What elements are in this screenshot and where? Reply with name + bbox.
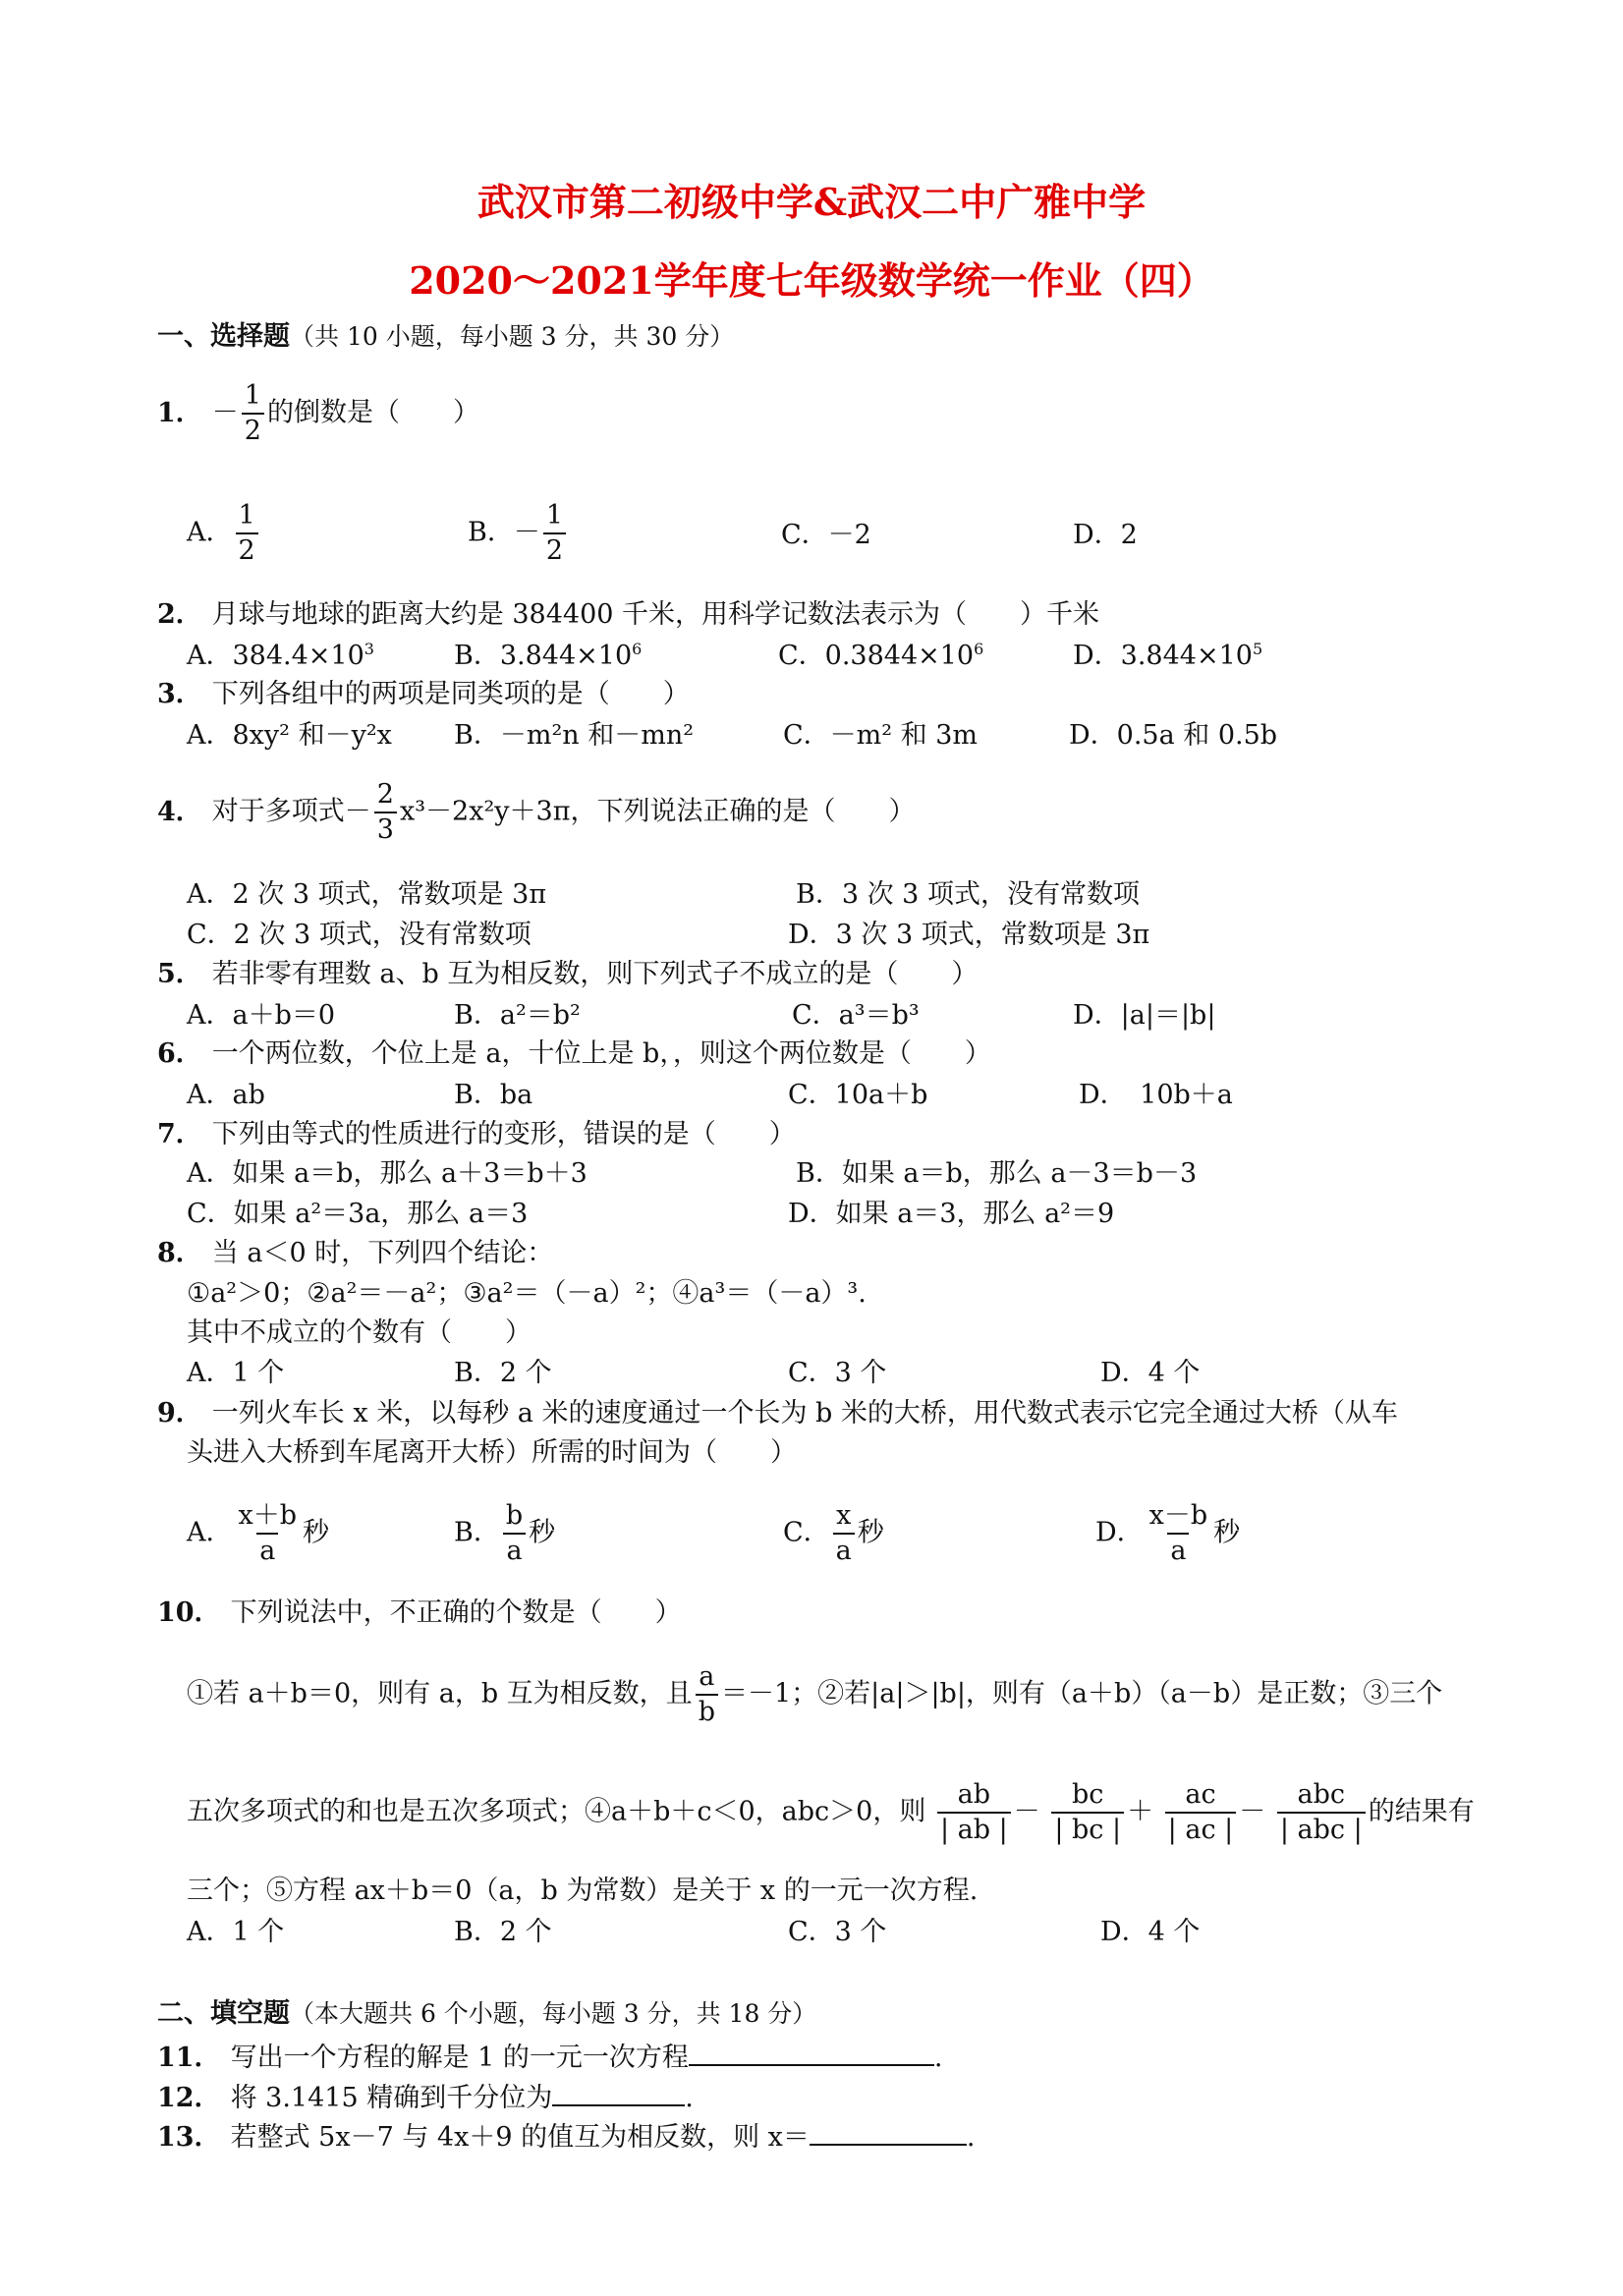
question-3: 3． 下列各组中的两项是同类项的是（ ）: [157, 679, 690, 709]
q8-prompt: 其中不成立的个数有（ ）: [187, 1317, 532, 1348]
q4-option-a: A．2 次 3 项式，常数项是 3π: [187, 879, 547, 910]
q3-option-a: A．8xy² 和－y²x: [187, 720, 392, 751]
q8-option-b: B．2 个: [454, 1358, 552, 1388]
q8-option-a: A．1 个: [187, 1358, 285, 1388]
q2-option-c: C．$0.3844\times 10^6$: [778, 640, 984, 671]
q6-option-d: D． 10b＋a: [1079, 1080, 1233, 1110]
q10-line-1: ①若 a＋b＝0，则有 a，b 互为相反数，且 $\frac{a}{b}$ ＝－1；②若|a|＞|b|，则有（a＋b）（a－b）是正数；③三个: [187, 1661, 1443, 1727]
q5-option-c: C．a³＝b³: [792, 1000, 920, 1031]
q7-option-a: A．如果 a＝b，那么 a＋3＝b＋3: [187, 1158, 588, 1189]
q7-option-d: D．如果 a＝3，那么 a²＝9: [788, 1199, 1115, 1229]
section-heading-choice: 一、选择题（共 10 小题，每小题 3 分，共 30 分）: [157, 321, 735, 352]
q11-answer-blank[interactable]: [689, 2039, 934, 2066]
q1-option-a: A． $\frac{1}{2}$: [187, 499, 261, 568]
q3-option-c: C．－m² 和 3m: [783, 720, 979, 751]
q2-option-d: D．$3.844\times 10^5$: [1073, 640, 1263, 671]
question-5: 5． 若非零有理数 a、b 互为相反数，则下列式子不成立的是（ ）: [157, 959, 979, 989]
q2-option-b: B．$3.844\times 10^6$: [454, 640, 643, 671]
q1-option-b: B．－ $\frac{1}{2}$: [468, 499, 569, 568]
question-12: 12． 将 3.1415 精确到千分位为 .: [157, 2079, 694, 2115]
q12-answer-blank[interactable]: [552, 2079, 685, 2106]
q5-option-a: A．a＋b＝0: [187, 1000, 336, 1031]
question-13: 13． 若整式 5x－7 与 4x＋9 的值互为相反数，则 x＝ .: [157, 2118, 975, 2155]
q6-option-a: A．ab: [187, 1080, 265, 1110]
q7-option-b: B．如果 a＝b，那么 a－3＝b－3: [796, 1158, 1198, 1189]
question-1: 1． － $\frac{1}{2}$ 的倒数是（ ）: [157, 380, 479, 446]
q8-option-c: C．3 个: [788, 1358, 887, 1388]
q9-option-d: D． $\frac{x-b}{a}$ 秒: [1095, 1500, 1241, 1566]
q10-option-c: C．3 个: [788, 1917, 887, 1947]
q4-option-b: B．3 次 3 项式，没有常数项: [796, 879, 1140, 910]
q9-option-c: C． $\frac{x}{a}$ 秒: [783, 1500, 884, 1566]
doc-title-line2: 2020～2021学年度七年级数学统一作业（四）: [409, 258, 1214, 303]
question-4: 4． 对于多项式－ $\frac{2}{3}$ x³－2x²y＋3π，下列说法正确的是（ ）: [157, 779, 916, 845]
q7-option-c: C．如果 a²＝3a，那么 a＝3: [187, 1199, 529, 1229]
q6-option-b: B．ba: [454, 1080, 533, 1110]
q3-option-b: B．－m²n 和－mn²: [454, 720, 695, 751]
question-2: 2． 月球与地球的距离大约是 384400 千米，用科学记数法表示为（ ）千米: [157, 599, 1100, 630]
question-6: 6． 一个两位数，个位上是 a，十位上是 b，，则这个两位数是（ ）: [157, 1038, 991, 1069]
q10-option-a: A．1 个: [187, 1917, 285, 1947]
question-7: 7． 下列由等式的性质进行的变形，错误的是（ ）: [157, 1119, 796, 1149]
q4-option-d: D．3 次 3 项式，常数项是 3π: [788, 920, 1150, 950]
q10-option-b: B．2 个: [454, 1917, 552, 1947]
q5-option-b: B．a²＝b²: [454, 1000, 581, 1031]
doc-title-line1: 武汉市第二初级中学&武汉二中广雅中学: [476, 180, 1147, 224]
question-9: 9． 一列火车长 x 米，以每秒 a 米的速度通过一个长为 b 米的大桥，用代数式表示它完全通过大桥（从车: [157, 1398, 1398, 1428]
q13-answer-blank[interactable]: [810, 2118, 967, 2146]
question-11: 11． 写出一个方程的解是 1 的一元一次方程 .: [157, 2039, 943, 2075]
question-8: 8． 当 a＜0 时，下列四个结论：: [157, 1238, 554, 1268]
q1-option-c: C．－2: [781, 520, 871, 550]
q10-line-3: 三个；⑤方程 ax＋b＝0（a，b 为常数）是关于 x 的一元一次方程.: [187, 1876, 979, 1906]
q8-statements: ①a²＞0；②a²＝－a²；③a²＝（－a）²；④a³＝（－a）³.: [187, 1278, 867, 1309]
q9-option-a: A． $\frac{x+b}{a}$ 秒: [187, 1500, 330, 1566]
q10-line-2: 五次多项式的和也是五次多项式；④a＋b＋c＜0，abc＞0，则 $\frac{ab}{| ab |}$ － $\frac{bc}{| bc |}$ ＋ $\frac{ac}{| ac |}$ － $\frac{\text{abc}}{\text{| abc |}}$ 的结果有: [187, 1779, 1475, 1845]
q10-option-d: D．4 个: [1100, 1917, 1201, 1947]
q4-option-c: C．2 次 3 项式，没有常数项: [187, 920, 532, 950]
question-10: 10． 下列说法中，不正确的个数是（ ）: [157, 1597, 682, 1628]
section-heading-fill: 二、填空题（本大题共 6 个小题，每小题 3 分，共 18 分）: [157, 1998, 817, 2029]
q1-option-d: D．2: [1073, 520, 1138, 550]
q9-continuation: 头进入大桥到车尾离开大桥）所需的时间为（ ）: [187, 1437, 797, 1468]
q3-option-d: D．0.5a 和 0.5b: [1069, 720, 1278, 751]
q5-option-d: D．|a|＝|b|: [1073, 1000, 1216, 1031]
q8-option-d: D．4 个: [1100, 1358, 1201, 1388]
q6-option-c: C．10a＋b: [788, 1080, 928, 1110]
q2-option-a: A．$384.4\times 10^3$: [187, 640, 374, 671]
q9-option-b: B． $\frac{b}{a}$ 秒: [454, 1500, 556, 1566]
